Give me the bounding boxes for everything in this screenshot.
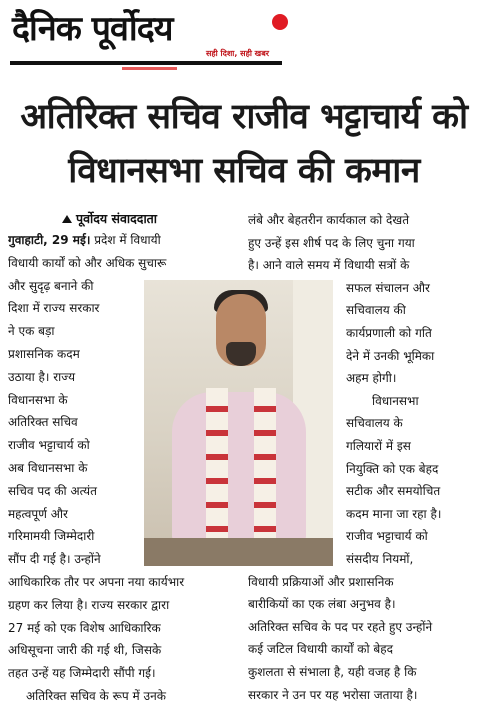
byline-text: पूर्वोदय संवाददाता: [76, 211, 158, 226]
col2-line: विधानसभा: [372, 394, 419, 408]
col2-line: संसदीय नियमों,: [346, 552, 414, 566]
masthead: [10, 4, 290, 74]
masthead-rule: [10, 61, 282, 65]
col1-line: अतिरिक्त सचिव: [8, 415, 78, 429]
col2-line: देने में उनकी भूमिका: [346, 349, 435, 363]
col2-line: राजीव भट्टाचार्य को: [346, 529, 428, 543]
col1-line: गरिमामयी जिम्मेदारी: [8, 529, 95, 543]
dateline: गुवाहाटी, 29 मई।: [8, 233, 91, 247]
masthead-accent: [122, 67, 177, 70]
headline-line-1: अतिरिक्त सचिव राजीव भट्टाचार्य को: [20, 97, 468, 137]
col2-line: अतिरिक्त सचिव के पद पर रहते हुए उन्होंने: [248, 620, 433, 634]
col1-line: प्रदेश में विधायी: [94, 233, 161, 247]
col1-line: आधिकारिक तौर पर अपना नया कार्यभार: [8, 575, 185, 589]
byline: [62, 210, 157, 227]
col1-line: 27 मई को एक विशेष आधिकारिक: [8, 621, 161, 635]
paper-tagline: सही दिशा, सही खबर: [206, 49, 270, 58]
col2-line: कुशलता से संभाला है, यही वजह है कि: [248, 665, 417, 679]
portrait-photo: [144, 280, 333, 566]
col1-line: विधायी कार्यों को और अधिक सुचारू: [8, 256, 167, 270]
col1-line: विधानसभा के: [8, 393, 68, 407]
col1-line: सचिव पद की अत्यंत: [8, 484, 97, 498]
dateline-line: [8, 232, 161, 248]
col1-line: सौंप दी गई है। उन्होंने: [8, 552, 101, 566]
col2-line: विधायी प्रक्रियाओं और प्रशासनिक: [248, 575, 394, 589]
col2-line: सरकार ने उन पर यह भरोसा जताया है।: [248, 688, 418, 702]
col1-line: प्रशासनिक कदम: [8, 347, 80, 361]
col2-line: सफल संचालन और: [346, 281, 430, 295]
col2-line: सचिवालय के: [346, 416, 403, 430]
col2-line: लंबे और बेहतरीन कार्यकाल को देखते: [248, 213, 410, 227]
col2-line: बारीकियों का एक लंबा अनुभव है।: [248, 597, 396, 611]
col1-line: राजीव भट्टाचार्य को: [8, 438, 90, 452]
col1-line: और सुदृढ़ बनाने की: [8, 279, 94, 293]
col2-line: अहम होगी।: [346, 371, 397, 385]
col2-line: कदम माना जा रहा है।: [346, 507, 442, 521]
col2-line: गलियारों में इस: [346, 439, 411, 453]
triangle-icon: [62, 215, 72, 223]
col2-line: सचिवालय की: [346, 303, 406, 317]
col2-line: कार्यप्रणाली को गति: [346, 326, 432, 340]
col1-line: अब विधानसभा के: [8, 461, 88, 475]
col1-line: ग्रहण कर लिया है। राज्य सरकार द्वारा: [8, 598, 170, 612]
col1-line: ने एक बड़ा: [8, 324, 55, 338]
col1-line: अधिसूचना जारी की गई थी, जिसके: [8, 643, 162, 657]
paper-name: दैनिक पूर्वोदय: [12, 9, 173, 49]
col2-line: हुए उन्हें इस शीर्ष पद के लिए चुना गया: [248, 236, 415, 250]
col2-line: कई जटिल विधायी कार्यों को बेहद: [248, 642, 394, 656]
col1-line: महत्वपूर्ण और: [8, 507, 68, 521]
col2-line: है। आने वाले समय में विधायी सत्रों के: [248, 258, 410, 272]
col1-line: तहत उन्हें यह जिम्मेदारी सौंपी गई।: [8, 666, 156, 680]
col1-line: अतिरिक्त सचिव के रूप में उनके: [26, 689, 166, 703]
col1-line: दिशा में राज्य सरकार: [8, 301, 100, 315]
col2-line: नियुक्ति को एक बेहद: [346, 462, 439, 476]
headline-line-2: विधानसभा सचिव की कमान: [68, 151, 420, 191]
sun-logo-icon: [272, 14, 288, 30]
col1-line: उठाया है। राज्य: [8, 370, 76, 384]
col2-line: सटीक और समयोचित: [346, 484, 441, 498]
